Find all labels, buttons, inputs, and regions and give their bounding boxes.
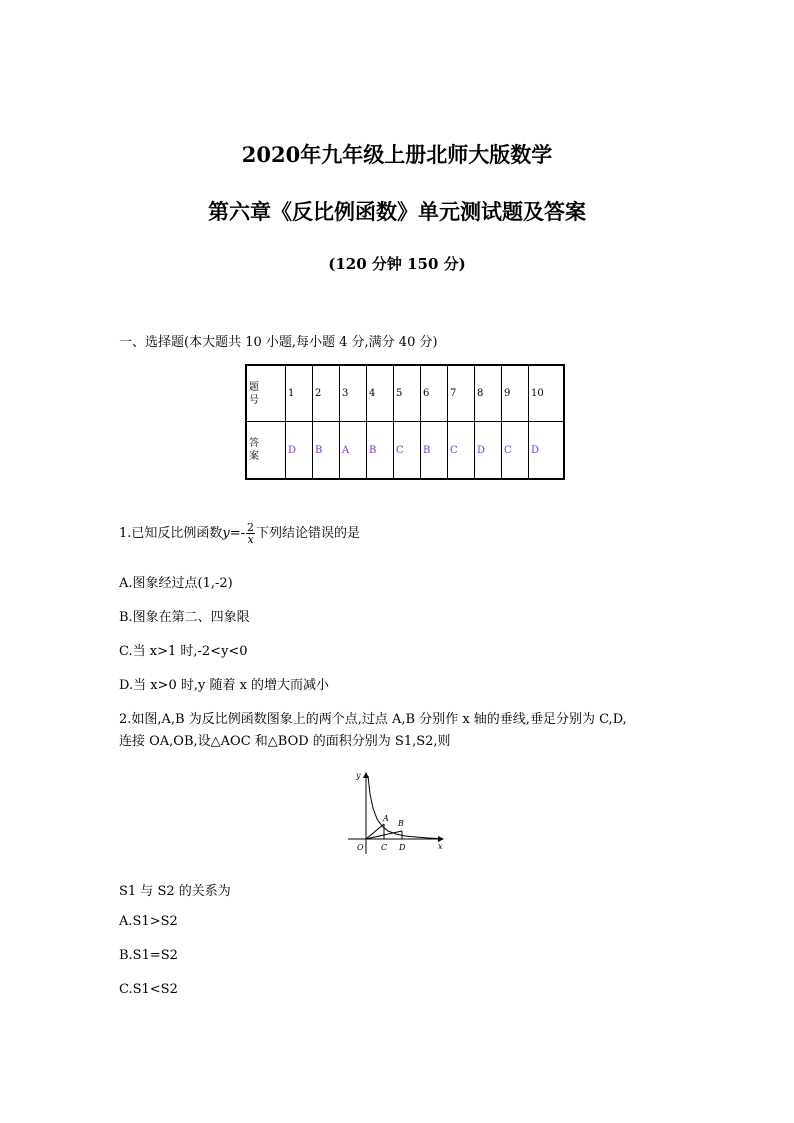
label-c: C (381, 843, 388, 852)
q1-func-lhs: y=- (222, 526, 246, 541)
q2-option-a: A.S1>S2 (119, 914, 178, 929)
label-b: B (398, 819, 404, 828)
q2-line-2: 连接 OA,OB,设△AOC 和△BOD 的面积分别为 S1,S2,则 (119, 734, 451, 749)
label-x: x (438, 842, 443, 851)
answer-cell: C (394, 422, 421, 480)
num-cell: 1 (286, 365, 313, 422)
num-cell: 4 (367, 365, 394, 422)
label-y: y (356, 771, 361, 780)
answer-cell: D (529, 422, 565, 480)
time-score: (120 分钟 150 分) (328, 255, 466, 273)
q1-option-c: C.当 x>1 时,-2<y<0 (119, 644, 248, 659)
label-d: D (399, 843, 406, 852)
answer-cell: A (340, 422, 367, 480)
num-cell: 8 (475, 365, 502, 422)
q2-option-c: C.S1<S2 (119, 982, 178, 997)
answer-table (245, 364, 565, 480)
row-label-number-text: 题号 (249, 381, 259, 406)
num-cell: 9 (502, 365, 529, 422)
num-cell: 2 (313, 365, 340, 422)
q2-line-1: 2.如图,A,B 为反比例函数图象上的两个点,过点 A,B 分别作 x 轴的垂线,垂足分别为 C,D, (119, 712, 627, 727)
answer-cell: B (367, 422, 394, 480)
num-cell: 6 (421, 365, 448, 422)
answer-cell: D (475, 422, 502, 480)
q1-fraction (246, 522, 255, 545)
title-line-1: 2020年九年级上册北师大版数学 (241, 142, 553, 167)
num-cell: 7 (448, 365, 475, 422)
answer-table-row-numbers (246, 365, 564, 422)
q1-stem (119, 522, 360, 545)
row-label-answer (246, 422, 286, 480)
q2-option-b: B.S1=S2 (119, 948, 178, 963)
label-a: A (383, 814, 389, 823)
q2-figure (340, 768, 450, 858)
q1-frac-num: 2 (247, 521, 255, 534)
answer-cell: C (448, 422, 475, 480)
num-cell: 3 (340, 365, 367, 422)
answer-cell: D (286, 422, 313, 480)
q1-prefix: 1.已知反比例函数 (119, 526, 223, 541)
answer-table-row-answers (246, 422, 564, 480)
q1-option-b: B.图象在第二、四象限 (119, 610, 250, 625)
row-label-number (246, 365, 286, 422)
answer-cell: B (421, 422, 448, 480)
q1-suffix: 下列结论错误的是 (256, 526, 361, 541)
answer-cell: B (313, 422, 340, 480)
title-line-2: 第六章《反比例函数》单元测试题及答案 (208, 199, 586, 224)
q2-relation: S1 与 S2 的关系为 (119, 884, 231, 899)
section1-header: 一、选择题(本大题共 10 小题,每小题 4 分,满分 40 分) (119, 335, 438, 350)
row-label-answer-text: 答案 (249, 438, 259, 462)
label-o: O (357, 843, 364, 852)
q1-option-d: D.当 x>0 时,y 随着 x 的增大而减小 (119, 678, 330, 693)
y-arrow-icon (363, 772, 369, 778)
q1-frac-den: x (247, 533, 254, 546)
num-cell: 10 (529, 365, 565, 422)
answer-cell: C (502, 422, 529, 480)
num-cell: 5 (394, 365, 421, 422)
q1-option-a: A.图象经过点(1,-2) (119, 576, 233, 591)
